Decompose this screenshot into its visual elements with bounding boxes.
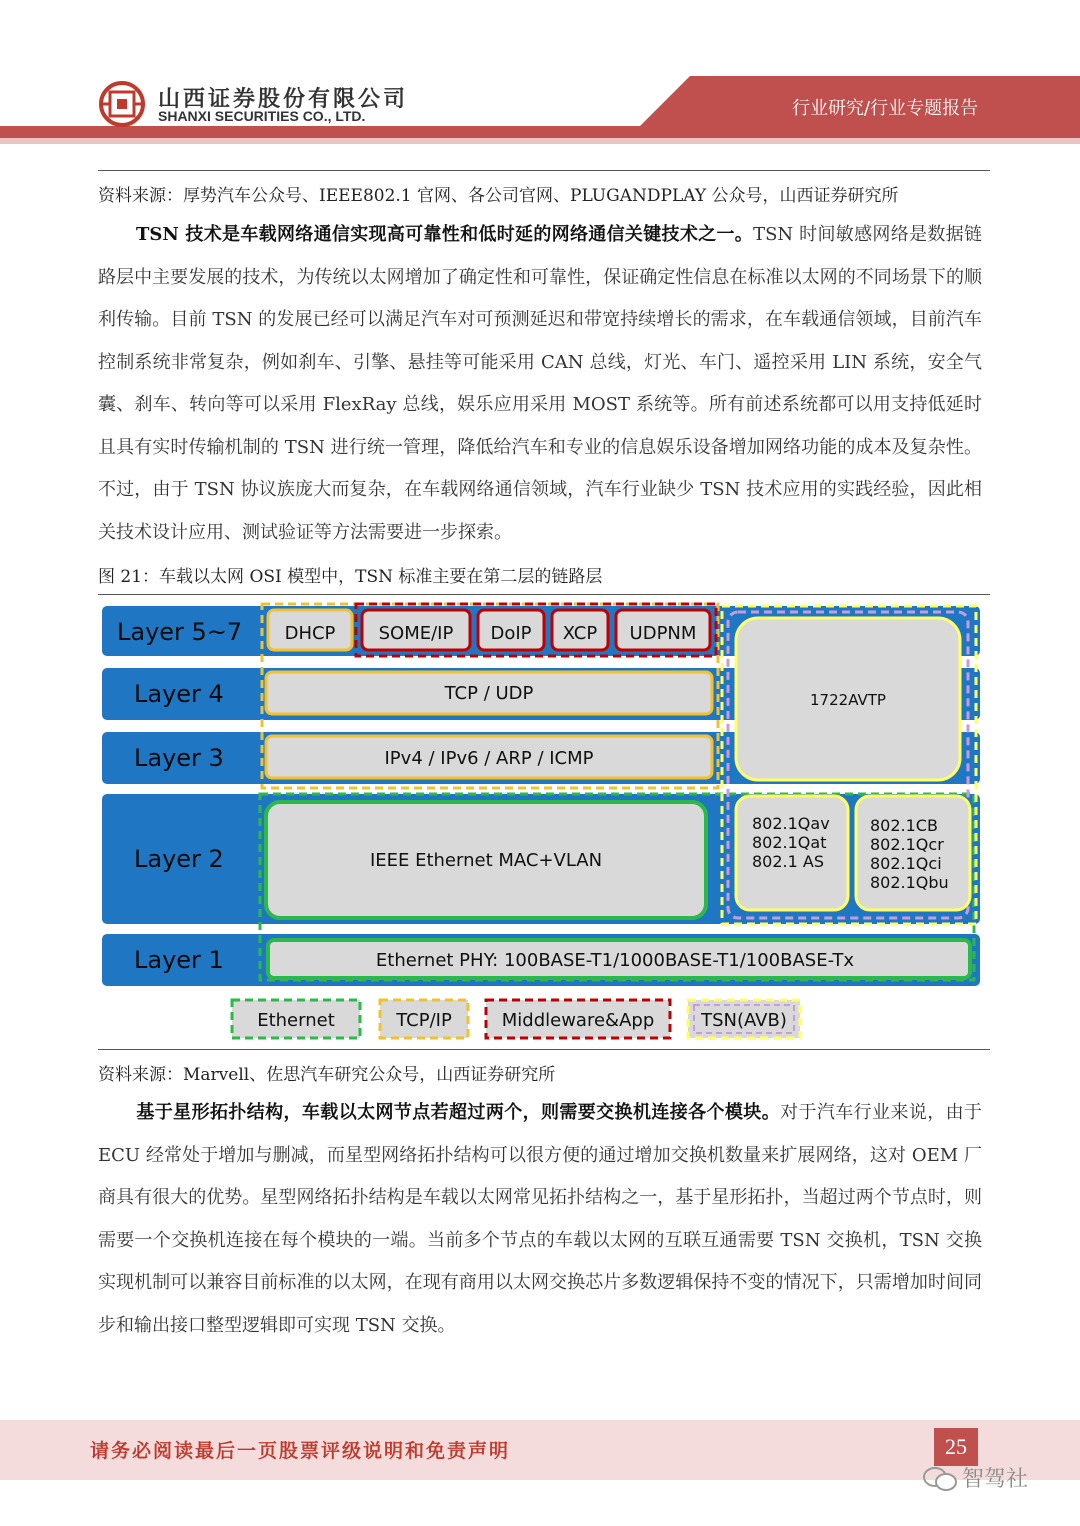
paragraph-tsn-body: TSN 时间敏感网络是数据链路层中主要发展的技术，为传统以太网增加了确定性和可靠性，保证确定性信息在标准以太网的不同场景下的顺利传输。目前 TSN 的发展已经可以满足汽车对可预测延迟和带宽持续增长的需求，在车载通信领域，目前汽车控制系统非常复杂，例如刹车、引擎、悬挂等可能采用 CAN 总线，灯光、车门、遥控采用 LIN 系统，安全气囊、刹车、转向等可以采用 FlexRay 总线，娱乐应用采用 MOST 系统等。所有前述系统都可以用支持低延时且具有实时传输机制的 TSN 进行统一管理，降低给汽车和专业的信息娱乐设备增加网络功能的成本及复杂性。不过，由于 TSN 协议族庞大而复杂，在车载网络通信领域，汽车行业缺少 TSN 技术应用的实践经验，因此相关技术设计应用、测试验证等方法需要进一步探索。 — [98, 224, 982, 543]
paragraph-tsn-lead: TSN 技术是车载网络通信实现高可靠性和低时延的网络通信关键技术之一。 — [136, 224, 754, 245]
paragraph-star-lead: 基于星形拓扑结构，车载以太网节点若超过两个，则需要交换机连接各个模块。 — [136, 1102, 781, 1123]
header-band-light — [0, 138, 1080, 144]
paragraph-tsn — [98, 214, 982, 554]
osi-model-diagram — [98, 598, 990, 1050]
protocol-ip: IPv4 / IPv6 / ARP / ICMP — [384, 748, 594, 769]
wechat-icon — [922, 1466, 958, 1492]
page-number: 25 — [934, 1428, 978, 1466]
std-qcr: 802.1Qcr — [870, 835, 944, 854]
std-cb: 802.1CB — [870, 816, 938, 835]
company-name-en: SHANXI SECURITIES CO., LTD. — [158, 108, 366, 124]
divider — [98, 170, 990, 171]
paragraph-star-topology — [98, 1092, 982, 1347]
source-note-figure: 资料来源：Marvell、佐思汽车研究公众号，山西证券研究所 — [98, 1065, 556, 1085]
protocol-xcp: XCP — [562, 623, 598, 644]
layer-label: Layer 2 — [134, 845, 224, 873]
protocol-avtp: 1722AVTP — [810, 691, 886, 709]
disclaimer-text: 请务必阅读最后一页股票评级说明和免责声明 — [90, 1440, 511, 1462]
divider — [98, 594, 990, 595]
std-qat: 802.1Qat — [752, 833, 827, 852]
layer-label: Layer 1 — [134, 946, 224, 974]
source-note-top: 资料来源：厚势汽车公众号、IEEE802.1 官网、各公司官网、PLUGANDPLAY 公众号，山西证券研究所 — [98, 186, 899, 206]
page-header — [0, 0, 1080, 160]
layer-label: Layer 3 — [134, 744, 224, 772]
std-as: 802.1 AS — [752, 852, 824, 871]
header-band — [0, 126, 1080, 138]
protocol-doip: DoIP — [490, 623, 532, 644]
legend-middleware: Middleware&App — [501, 1010, 655, 1031]
layer-label: Layer 5~7 — [117, 618, 243, 646]
company-name-cn: 山西证券股份有限公司 — [158, 87, 409, 112]
legend-tcpip: TCP/IP — [396, 1010, 452, 1031]
layer-label: Layer 4 — [134, 680, 224, 708]
report-type: 行业研究/行业专题报告 — [792, 98, 979, 119]
paragraph-star-body: 对于汽车行业来说，由于 ECU 经常处于增加与删减，而星型网络拓扑结构可以很方便的通过增加交换机数量来扩展网络，这对 OEM 厂商具有很大的优势。星型网络拓扑结构是车载以太网常见拓扑结构之一，基于星形拓扑，当超过两个节点时，则需要一个交换机连接在每个模块的一端。当前多个节点的车载以太网的互联互通需要 TSN 交换机，TSN 交换实现机制可以兼容目前标准的以太网，在现有商用以太网交换芯片多数逻辑保持不变的情况下，只需增加时间同步和输出接口整型逻辑即可实现 TSN 交换。 — [98, 1102, 983, 1336]
legend-ethernet: Ethernet — [257, 1010, 335, 1031]
std-qci: 802.1Qci — [870, 854, 942, 873]
figure-title: 图 21：车载以太网 OSI 模型中，TSN 标准主要在第二层的链路层 — [98, 567, 603, 587]
protocol-phy: Ethernet PHY: 100BASE-T1/1000BASE-T1/100BASE-Tx — [375, 950, 855, 971]
protocol-dhcp: DHCP — [284, 623, 336, 644]
protocol-udpnm: UDPNM — [629, 623, 697, 644]
legend-tsn: TSN(AVB) — [701, 1010, 787, 1031]
company-logo-icon — [98, 80, 146, 128]
protocol-tcp-udp: TCP / UDP — [444, 683, 534, 704]
std-qav: 802.1Qav — [752, 814, 830, 833]
protocol-someip: SOME/IP — [378, 623, 454, 644]
divider — [98, 1049, 990, 1050]
watermark-text: 智驾社 — [962, 1467, 1029, 1492]
protocol-mac-vlan: IEEE Ethernet MAC+VLAN — [369, 850, 603, 871]
std-qbu: 802.1Qbu — [870, 873, 949, 892]
